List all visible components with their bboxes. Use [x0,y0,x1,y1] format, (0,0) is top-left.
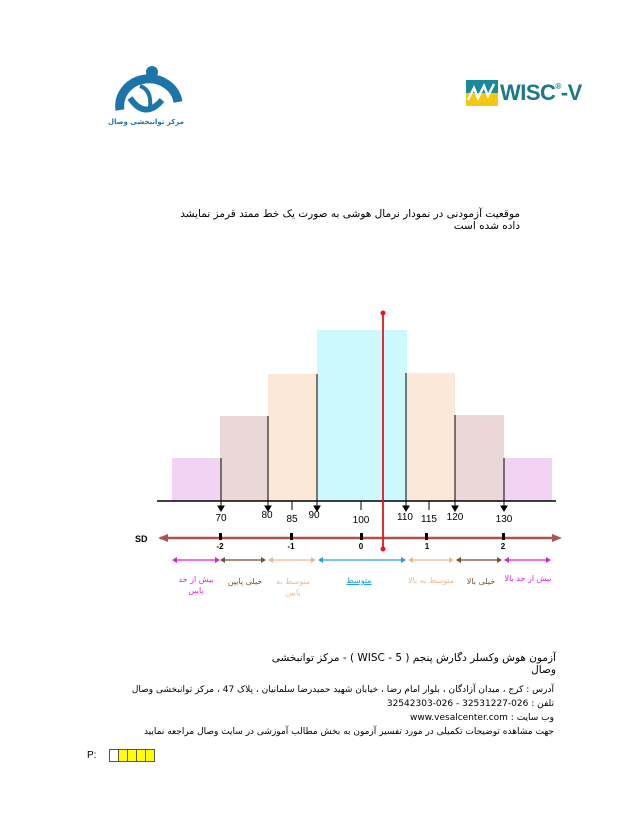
bar-average [317,330,407,501]
footer-website[interactable]: وب سایت : www.vesalcenter.com [410,713,554,723]
intro-text: موقعیت آزمودنی در نمودار نرمال هوشی به صورت یک خط ممتد قرمز نمایشد داده شده است [180,208,520,232]
svg-text:130: 130 [495,514,513,525]
svg-text:2: 2 [500,542,506,551]
svg-text:0: 0 [358,542,364,551]
label-extremely-high: بیش از حد بالا [504,574,552,583]
label-very-low: خیلی پایین [227,577,263,586]
bar-very-high [455,415,504,501]
svg-text:120: 120 [446,512,464,523]
svg-text:SD: SD [135,534,148,544]
bar-extremely-high [504,458,552,501]
logo-caption: مرکز توانبخشی وصال [108,118,184,126]
svg-text:-2: -2 [216,542,224,551]
svg-text:80: 80 [261,510,273,521]
bar-very-low [220,416,268,501]
label-low-average: متوسط به پایین [275,577,311,597]
page-box-filled [145,749,155,762]
svg-text:110: 110 [397,512,413,523]
footer-note: جهت مشاهده توضیحات تکمیلی در مورد تفسیر آزمون به بخش مطالب آموزشی در سایت وصال مراجعه نمایید [143,727,554,737]
svg-text:115: 115 [421,514,437,525]
footer-title: آزمون هوش وکسلر دگارش پنجم ( WISC - 5 ) - مرکز توانبخشی وصال [271,652,556,676]
label-extremely-low: بیش از حد پایین [178,575,214,595]
bar-extremely-low [172,458,220,501]
wisc-v-wordmark: WISC®-V [500,80,582,105]
bar-high-average [407,373,455,501]
svg-text:70: 70 [215,513,227,524]
label-high-average: متوسط به بالا [408,576,454,585]
label-very-high: خیلی بالا [466,577,496,586]
footer-phone: تلفن : 026-32531227 - 026-32542303 [386,699,554,709]
bar-low-average [268,374,317,501]
svg-text:100: 100 [352,515,370,526]
svg-text:1: 1 [424,542,430,551]
svg-text:85: 85 [286,514,298,525]
page-indicator-boxes [109,749,154,762]
svg-text:90: 90 [308,510,320,521]
page-indicator-label: P: [87,750,97,761]
svg-text:-1: -1 [287,542,295,551]
label-average: متوسط [346,576,372,585]
footer-address: آدرس : کرج ، میدان آزادگان ، بلوار امام رضا ، خیابان شهید حمیدرضا سلمانیان ، پلاک 47 ، مرکز توانبخشی وصال [131,685,554,695]
